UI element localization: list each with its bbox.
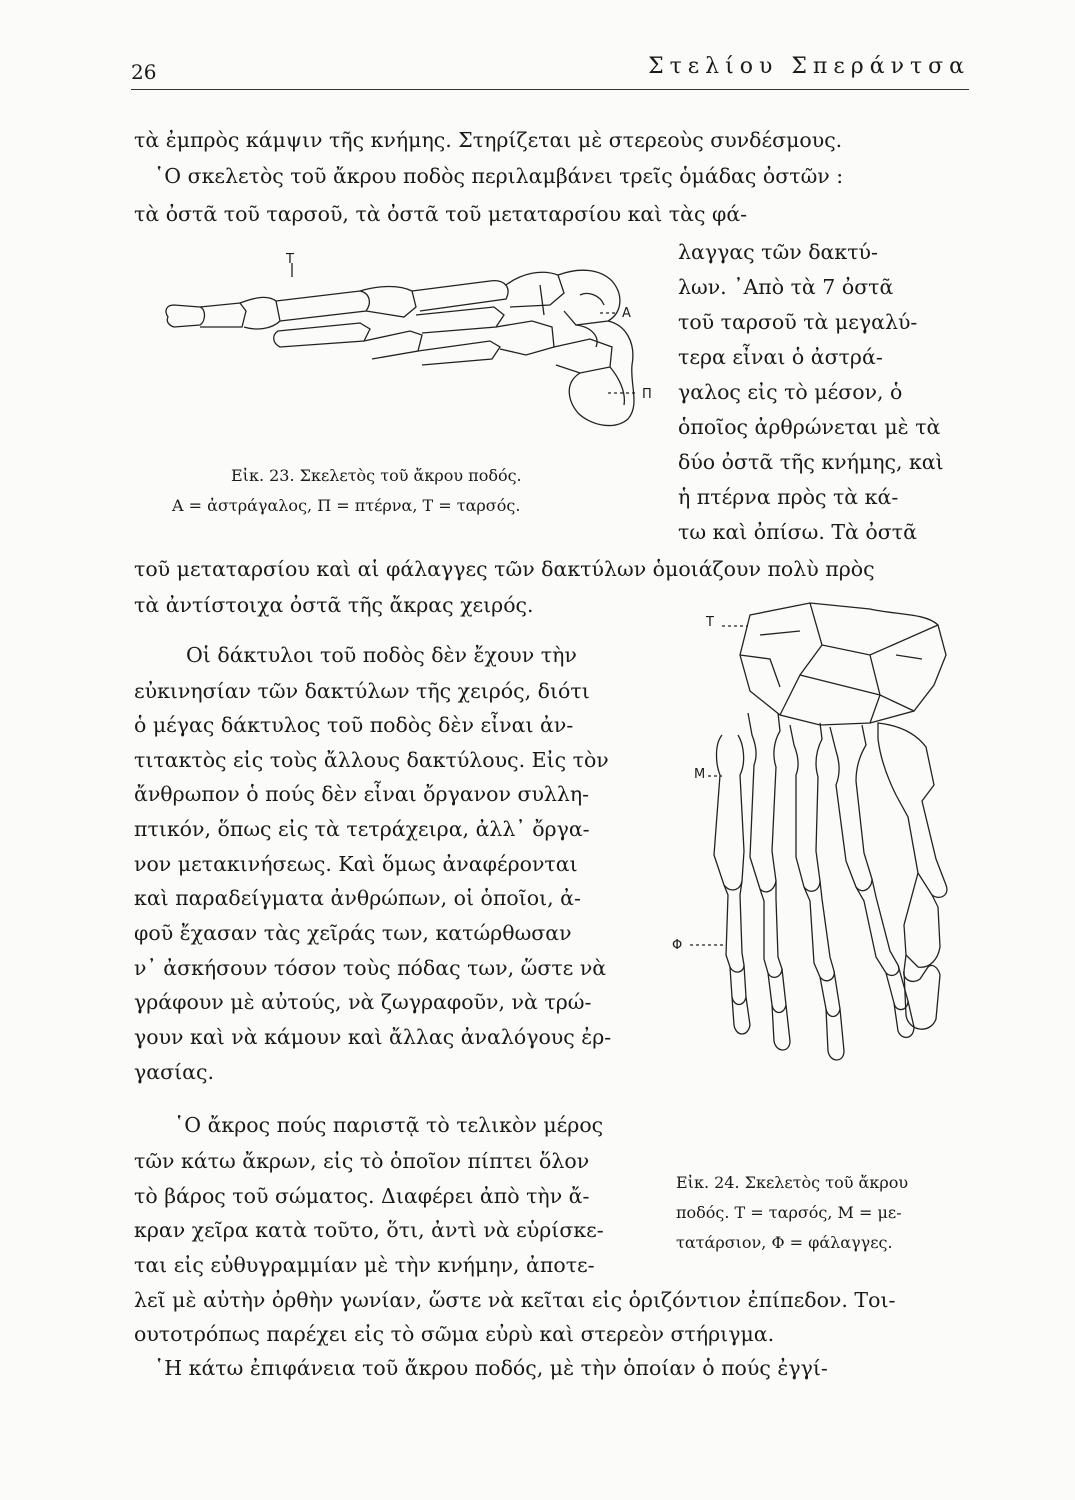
text-line: φοῦ ἔχασαν τὰς χεῖράς των, κατώρθωσαν xyxy=(134,921,572,945)
text-line: τῶν κάτω ἄκρων, εἰς τὸ ὁποῖον πίπτει ὅλον xyxy=(134,1149,590,1173)
figure-24-caption-line-3: τατάρσιον, Φ = φάλαγγες. xyxy=(676,1233,893,1252)
figure-24-label-F: Φ xyxy=(672,938,683,953)
running-title: Στελίου Σπεράντσα xyxy=(648,54,970,79)
text-line: ῾Ο σκελετὸς τοῦ ἄκρου ποδὸς περιλαμβάνει τρεῖς ὁμάδας ὀστῶν : xyxy=(154,164,844,188)
figure-24-label-M: Μ xyxy=(694,767,706,782)
figure-24-label-T: Τ xyxy=(706,615,714,630)
header-rule xyxy=(131,89,969,90)
text-line: ῾Ο ἄκρος πούς παριστᾷ τὸ τελικὸν μέρος xyxy=(174,1113,604,1137)
text-line: γασίας. xyxy=(134,1060,214,1084)
text-line: τοῦ ταρσοῦ τὰ μεγαλύ- xyxy=(678,310,918,334)
text-line: ὁ μέγας δάκτυλος τοῦ ποδὸς δὲν εἶναι ἀν- xyxy=(134,713,574,737)
text-line: πτικόν, ὅπως εἰς τὰ τετράχειρα, ἀλλ᾿ ὄργα- xyxy=(134,817,590,841)
text-line: γαλος εἰς τὸ μέσον, ὁ xyxy=(678,380,903,404)
text-line: τιτακτὸς εἰς τοὺς ἄλλους δακτύλους. Εἰς τὸν xyxy=(134,748,609,772)
text-line: ἡ πτέρνα πρὸς τὰ κά- xyxy=(678,485,899,509)
text-line: εὐκινησίαν τῶν δακτύλων τῆς χειρός, διότι xyxy=(134,679,590,703)
text-line: λεῖ μὲ αὐτὴν ὀρθὴν γωνίαν, ὥστε νὰ κεῖται εἰς ὁριζόντιον ἐπίπεδον. Τοι- xyxy=(134,1288,896,1312)
text-line: καὶ παραδείγματα ἀνθρώπων, οἱ ὁποῖοι, ἀ- xyxy=(134,886,581,910)
text-line: γουν καὶ νὰ κάμουν καὶ ἄλλας ἀναλόγους ἐρ- xyxy=(134,1025,612,1049)
page-number: 26 xyxy=(131,60,157,84)
text-line: τὰ ἀντίστοιχα ὀστᾶ τῆς ἄκρας χειρός. xyxy=(134,593,534,617)
text-line: κραν χεῖρα κατὰ τοῦτο, ὅτι, ἀντὶ νὰ εὑρίσκε- xyxy=(134,1218,604,1242)
text-line: ν᾿ ἀσκήσουν τόσον τοὺς πόδας των, ὥστε νὰ xyxy=(134,956,607,980)
text-line: τερα εἶναι ὁ ἀστρά- xyxy=(678,345,883,369)
foot-skeleton-side-view xyxy=(160,255,660,445)
text-line: Οἱ δάκτυλοι τοῦ ποδὸς δὲν ἔχουν τὴν xyxy=(186,643,577,667)
text-line: ουτοτρόπως παρέχει εἰς τὸ σῶμα εὐρὺ καὶ στερεὸν στήριγμα. xyxy=(134,1322,775,1346)
figure-24-caption-line-1: Εἰκ. 24. Σκελετὸς τοῦ ἄκρου xyxy=(676,1173,909,1192)
text-line: ἄνθρωπον ὁ πούς δὲν εἶναι ὄργανον συλλη- xyxy=(134,782,590,806)
text-line: τω καὶ ὀπίσω. Τὰ ὀστᾶ xyxy=(678,520,917,544)
figure-24-caption-line-2: ποδός. Τ = ταρσός, Μ = με- xyxy=(676,1203,902,1222)
figure-23-label-T: Τ xyxy=(286,252,294,267)
text-line: λαγγας τῶν δακτύ- xyxy=(678,240,878,264)
text-line: δύο ὀστᾶ τῆς κνήμης, καὶ xyxy=(678,450,944,474)
text-line: λων. ᾿Απὸ τὰ 7 ὀστᾶ xyxy=(678,275,894,299)
text-line: τὸ βάρος τοῦ σώματος. Διαφέρει ἀπὸ τὴν ἄ- xyxy=(134,1184,590,1208)
text-line: ὁποῖος ἀρθρώνεται μὲ τὰ xyxy=(678,415,941,439)
text-line: ται εἰς εὐθυγραμμίαν μὲ τὴν κνήμην, ἀποτε- xyxy=(134,1253,595,1277)
figure-23-label-A: Α xyxy=(622,306,631,321)
text-line: ῾Η κάτω ἐπιφάνεια τοῦ ἄκρου ποδός, μὲ τὴν ὁποίαν ὁ πούς ἐγγί- xyxy=(154,1356,828,1380)
text-line: γράφουν μὲ αὐτούς, νὰ ζωγραφοῦν, νὰ τρώ- xyxy=(134,990,592,1014)
foot-skeleton-top-view xyxy=(700,595,980,1155)
text-line: νον μετακινήσεως. Καὶ ὅμως ἀναφέρονται xyxy=(134,852,578,876)
figure-23-label-P: Π xyxy=(642,387,652,402)
text-line: τὰ ἐμπρὸς κάμψιν τῆς κνήμης. Στηρίζεται μὲ στερεοὺς συνδέσμους. xyxy=(134,128,843,152)
figure-23-caption-line-2: Α = ἀστράγαλος, Π = πτέρνα, Τ = ταρσός. xyxy=(172,496,521,515)
figure-23-caption-line-1: Εἰκ. 23. Σκελετὸς τοῦ ἄκρου ποδός. xyxy=(231,466,522,485)
text-line: τοῦ μεταταρσίου καὶ αἱ φάλαγγες τῶν δακτύλων ὁμοιάζουν πολὺ πρὸς xyxy=(134,557,875,581)
text-line: τὰ ὀστᾶ τοῦ ταρσοῦ, τὰ ὀστᾶ τοῦ μεταταρσίου καὶ τὰς φά- xyxy=(134,202,748,226)
